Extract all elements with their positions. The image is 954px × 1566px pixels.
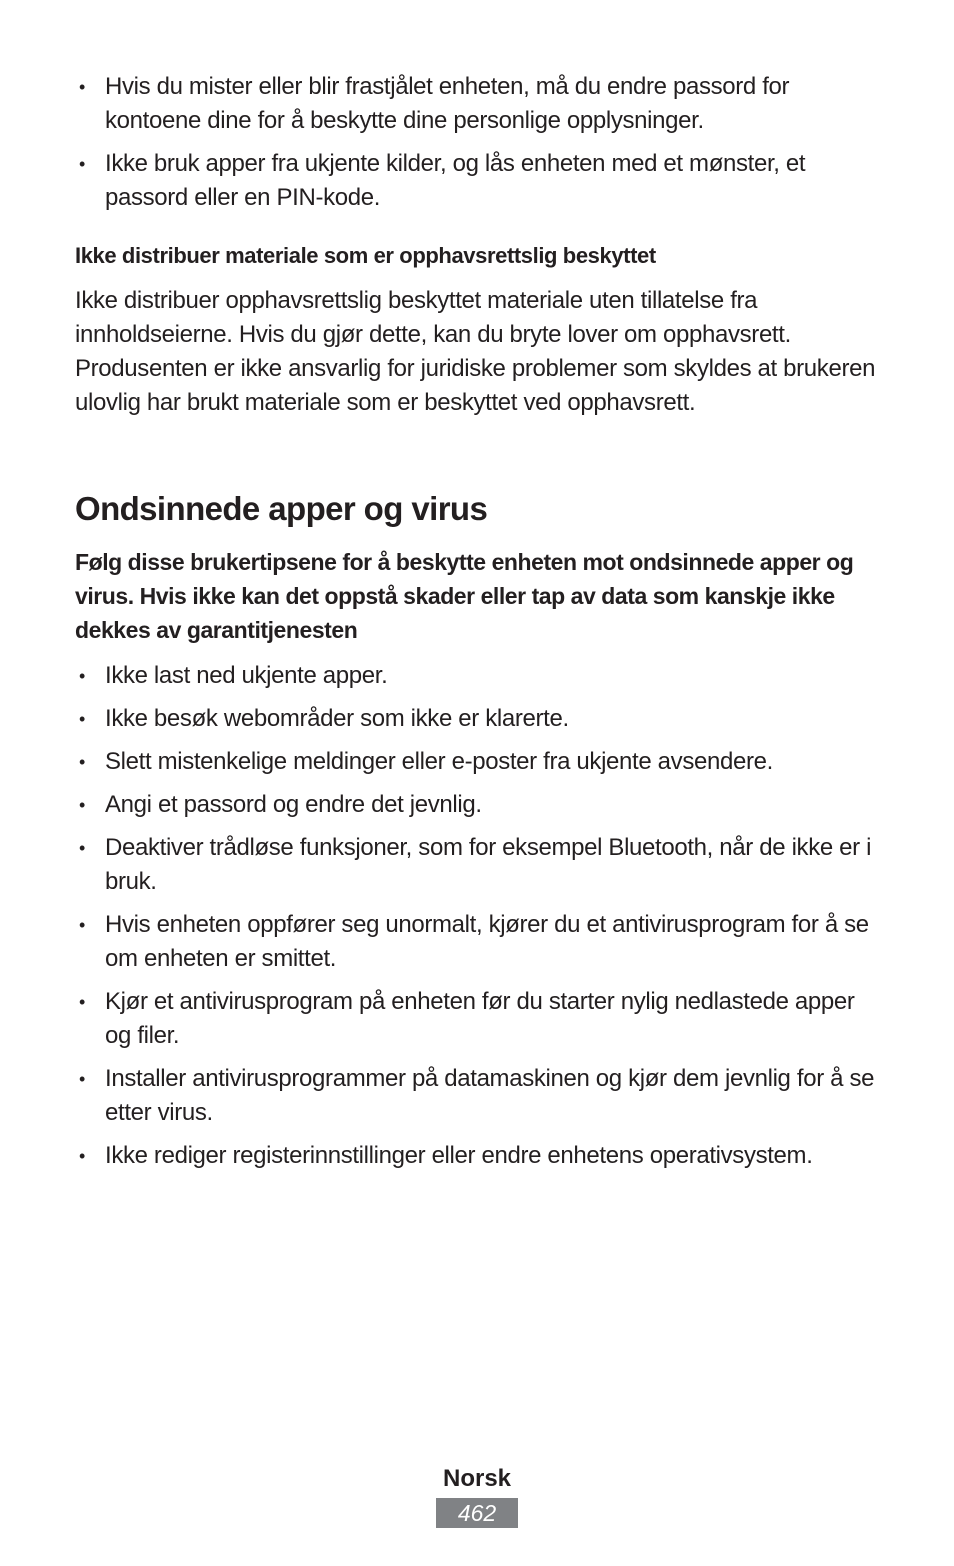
list-item: [75, 831, 885, 899]
bullet-icon: •: [79, 1069, 85, 1089]
list-item: [75, 1062, 885, 1130]
copyright-heading: Ikke distribuer materiale som er opphavsrettslig beskyttet: [75, 243, 656, 268]
page-number-badge: 462: [436, 1498, 518, 1528]
list-item: [75, 1139, 885, 1173]
list-item: [75, 985, 885, 1053]
list-item: [75, 788, 885, 822]
list-item-text: Angi et passord og endre det jevnlig.: [105, 791, 482, 818]
footer-language: Norsk: [442, 1465, 512, 1492]
list-item: [75, 147, 885, 215]
list-item-text: Hvis enheten oppfører seg unormalt, kjører du et antivirusprogram for å se om enheten er smittet.: [105, 911, 869, 972]
list-item-text: Ikke last ned ukjente apper.: [105, 662, 388, 689]
list-item-text: Ikke rediger registerinnstillinger eller endre enhetens operativsystem.: [105, 1142, 813, 1169]
list-item-text: Installer antivirusprogrammer på datamaskinen og kjør dem jevnlig for å se etter virus.: [105, 1065, 875, 1126]
list-item: [75, 745, 885, 779]
section-title: Ondsinnede apper og virus: [75, 490, 488, 527]
list-item-text: Hvis du mister eller blir frastjålet enheten, må du endre passord for kontoene dine for å beskytte dine personlige opplysninger.: [105, 73, 790, 134]
bullet-icon: •: [79, 666, 85, 686]
page-footer: [0, 1462, 954, 1528]
list-item-text: Slett mistenkelige meldinger eller e-poster fra ukjente avsendere.: [105, 748, 773, 775]
bullet-icon: •: [79, 154, 85, 174]
bullet-icon: •: [79, 77, 85, 97]
bullet-icon: •: [79, 709, 85, 729]
list-item-text: Ikke bruk apper fra ukjente kilder, og lås enheten med et mønster, et passord eller en PIN-kode.: [105, 150, 806, 211]
bullet-icon: •: [79, 795, 85, 815]
bullet-icon: •: [79, 1146, 85, 1166]
bullet-icon: •: [79, 752, 85, 772]
bullet-icon: •: [79, 992, 85, 1012]
list-item: [75, 702, 885, 736]
section-intro: Følg disse brukertipsene for å beskytte enheten mot ondsinnede apper og virus. Hvis ikke kan det oppstå skader eller tap av data som kanskje ikke dekkes av garantitjenesten: [75, 549, 854, 643]
malware-bullet-list: [75, 659, 885, 1173]
top-bullet-list: [75, 70, 885, 215]
list-item-text: Ikke besøk webområder som ikke er klarerte.: [105, 705, 569, 732]
bullet-icon: •: [79, 838, 85, 858]
list-item-text: Deaktiver trådløse funksjoner, som for eksempel Bluetooth, når de ikke er i bruk.: [105, 834, 872, 895]
list-item: [75, 70, 885, 138]
page-content: [75, 70, 885, 1182]
copyright-paragraph: Ikke distribuer opphavsrettslig beskyttet materiale uten tillatelse fra innholdseierne. Hvis du gjør dette, kan du bryte lover om opphavsrett. Produsenten er ikke ansvarlig for juridiske problemer som skyldes at brukeren ulovlig har brukt materiale som er beskyttet ved opphavsrett.: [75, 287, 876, 416]
list-item-text: Kjør et antivirusprogram på enheten før du starter nylig nedlastede apper og filer.: [105, 988, 855, 1049]
list-item: [75, 659, 885, 693]
bullet-icon: •: [79, 915, 85, 935]
list-item: [75, 908, 885, 976]
